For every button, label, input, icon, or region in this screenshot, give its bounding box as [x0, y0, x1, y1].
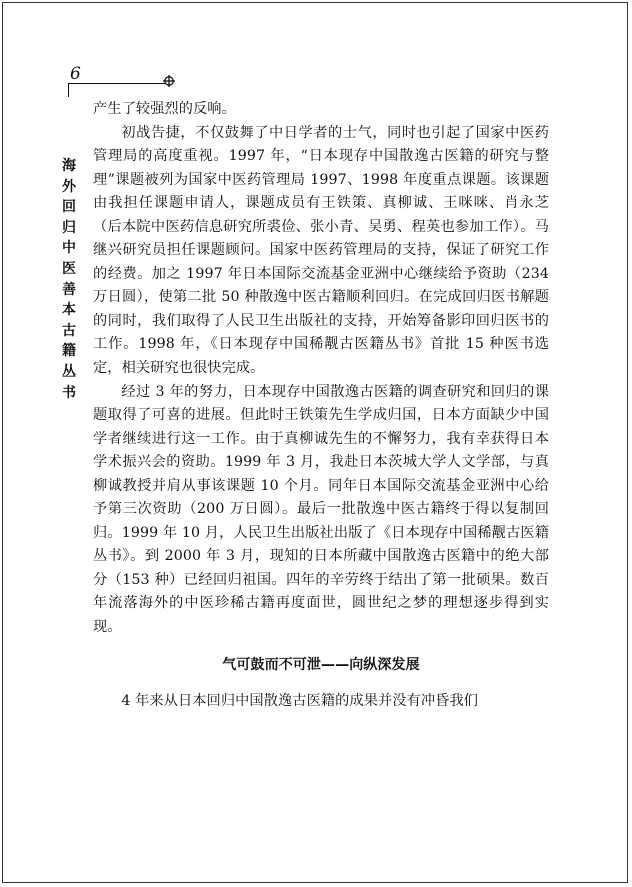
- page-number: 6: [70, 64, 81, 84]
- vertical-series-title: 海外回归中医善本古籍丛书: [62, 158, 76, 401]
- header-rule-vertical: [68, 83, 69, 97]
- body-text: [93, 98, 549, 713]
- circle-cross-ornament-icon: [163, 75, 175, 87]
- paragraph-1: 产生了较强烈的反响。: [93, 101, 236, 117]
- closing-paragraph: 4 年来从日本回归中国散逸古医籍的成果并没有冲昏我们: [121, 692, 479, 709]
- header-rule: [68, 83, 166, 84]
- paragraph-2: 初战告捷，不仅鼓舞了中日学者的士气，同时也引起了国家中医药管理局的高度重视。1997 年，“日本现存中国散逸古医籍的研究与整理”课题被列为国家中医药管理局 1997、1998 年度重点课题。该课题由我担任课题申请人，课题成员有王铁策、真柳诚、王咪咪、肖永芝（后本院中医药信息研究所裘俭、张小青、吴勇、程英也参加工作）。马继兴研究员担任课题顾问。国家中医药管理局的支持，保证了研究工作的经费。加之 1997 年日本国际交流基金亚洲中心继续给予资助（234 万日圆），使第二批 50 种散逸中医古籍顺利回归。在完成回归医书解题的同时，我们取得了人民卫生出版社的支持，开始筹备影印回归医书的工作。1998 年，《日本现存中国稀觏古医籍丛书》首批 15 种医书选定，相关研究也很快完成。: [93, 124, 549, 377]
- section-heading: 气可鼓而不可泄——向纵深发展: [222, 656, 420, 673]
- paragraph-3: 经过 3 年的努力，日本现存中国散逸古医籍的调查研究和回归的课题取得了可喜的进展。但此时王铁策先生学成归国，日本方面缺少中国学者继续进行这一工作。由于真柳诚先生的不懈努力，我有幸获得日本学术振兴会的资助。1999 年 3 月，我赴日本茨城大学人文学部，与真柳诚教授并肩从事该课题 10 个月。同年日本国际交流基金亚洲中心给予第三次资助（200 万日圆）。最后一批散逸中医古籍终于得以复制回归。1999 年 10 月，人民卫生出版社出版了《日本现存中国稀觏古医籍丛书》。到 2000 年 3 月，现知的日本所藏中国散逸古医籍中的绝大部分（153 种）已经回归祖国。四年的辛劳终于结出了第一批硕果。数百年流落海外的中医珍稀古籍再度面世，圆世纪之梦的理想逐步得到实现。: [93, 383, 549, 636]
